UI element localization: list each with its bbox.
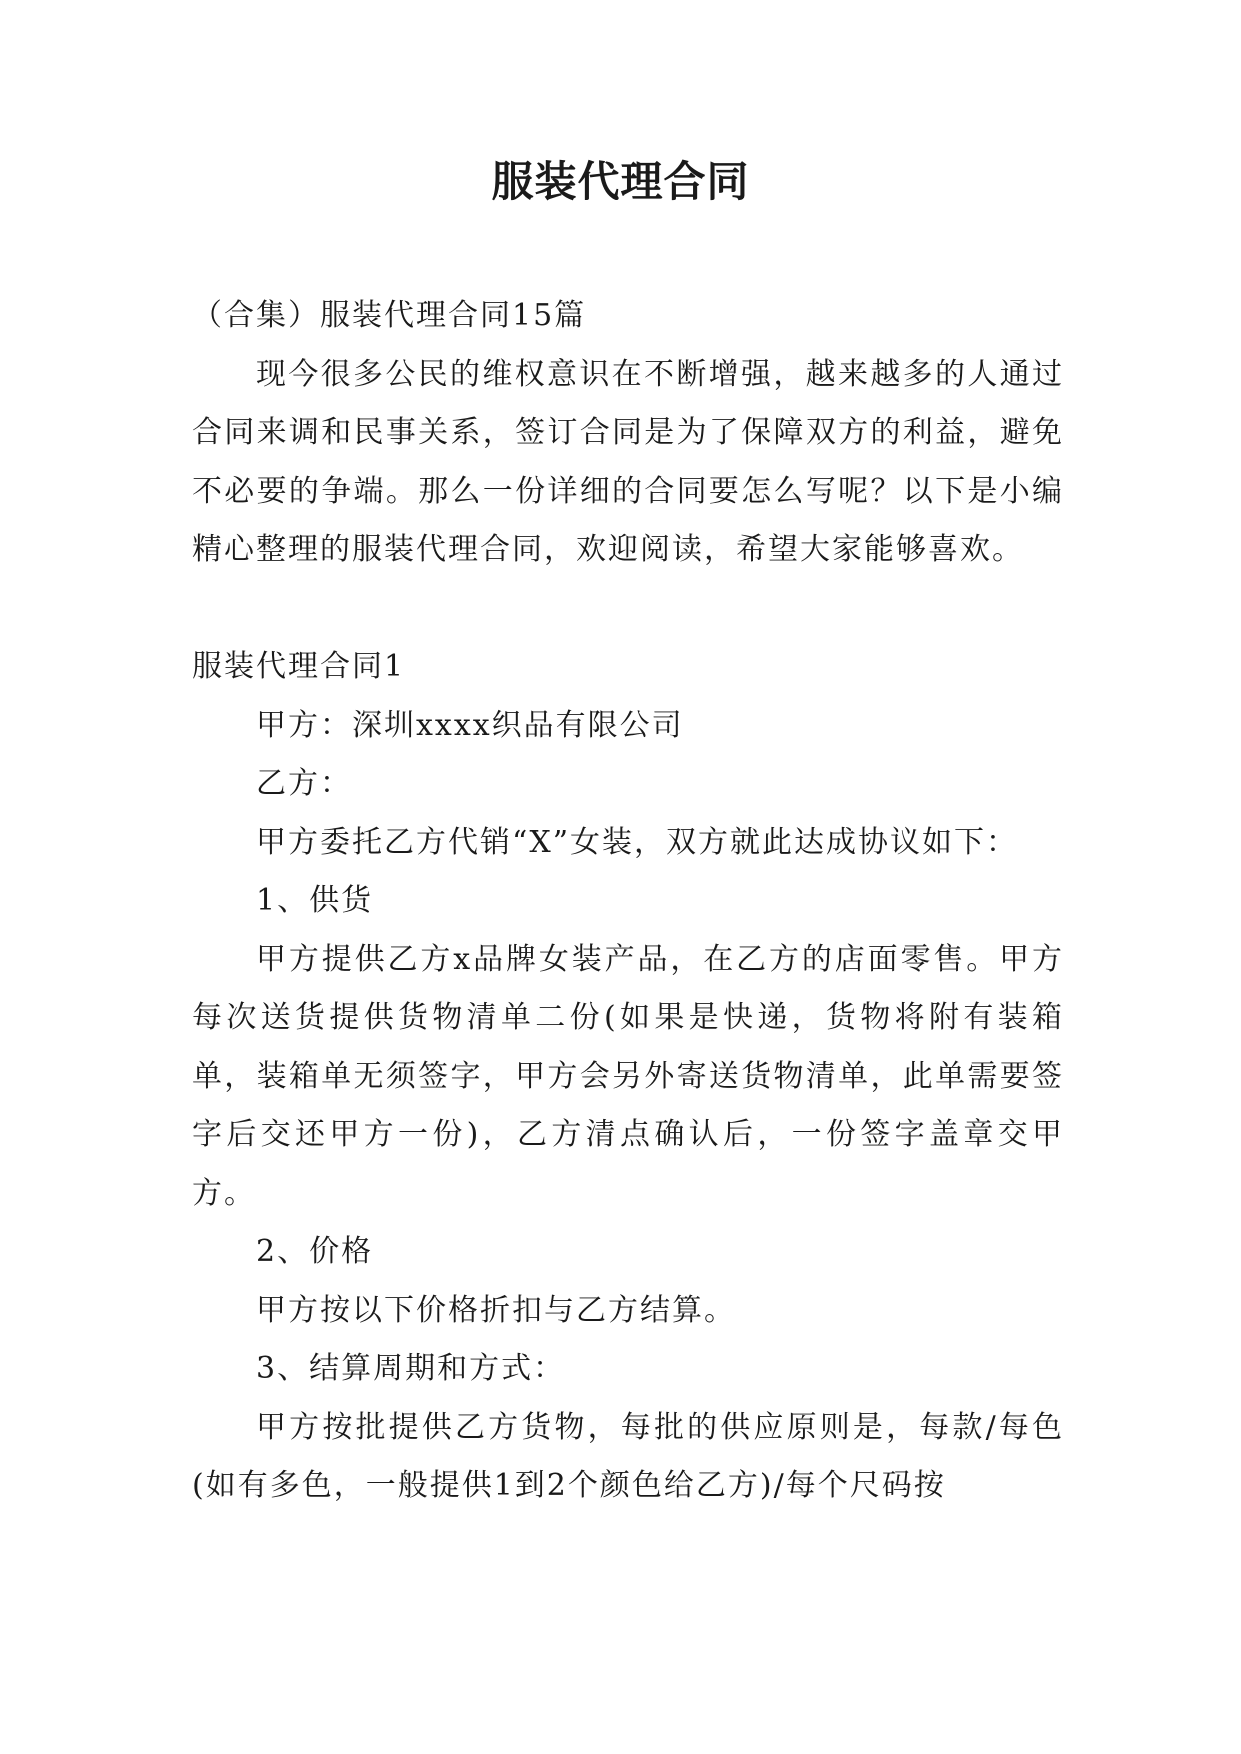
document-title: 服装代理合同 [491, 157, 750, 206]
agreement-line: 甲方委托乙方代销“X”女装，双方就此达成协议如下： [256, 824, 1019, 860]
party-b-line: 乙方： [256, 766, 352, 801]
document-subtitle: （合集）服装代理合同15篇 [192, 298, 587, 333]
item3-body: 甲方按批提供乙方货物，每批的供应原则是，每款/每色(如有多色，一般提供1到2个颜色给乙方)/每个尺码按 [192, 1409, 1064, 1503]
item1-heading: 1、供货 [256, 883, 374, 918]
paragraph-spacer [192, 580, 1064, 639]
item2-heading: 2、价格 [256, 1234, 374, 1269]
document-body [192, 287, 1064, 1516]
item2-body: 甲方按以下价格折扣与乙方结算。 [256, 1292, 736, 1328]
item3-heading: 3、结算周期和方式： [256, 1351, 566, 1386]
section-title: 服装代理合同1 [192, 649, 406, 684]
party-a-line: 甲方：深圳xxxx织品有限公司 [256, 707, 684, 743]
intro-paragraph: 现今很多公民的维权意识在不断增强，越来越多的人通过合同来调和民事关系，签订合同是为了保障双方的利益，避免不必要的争端。那么一份详细的合同要怎么写呢？以下是小编精心整理的服装代理合同，欢迎阅读，希望大家能够喜欢。 [192, 356, 1064, 567]
item1-body: 甲方提供乙方x品牌女装产品，在乙方的店面零售。甲方每次送货提供货物清单二份(如果是快递，货物将附有装箱单，装箱单无须签字，甲方会另外寄送货物清单，此单需要签字后交还甲方一份)，乙方清点确认后，一份签字盖章交甲方。 [192, 941, 1064, 1211]
